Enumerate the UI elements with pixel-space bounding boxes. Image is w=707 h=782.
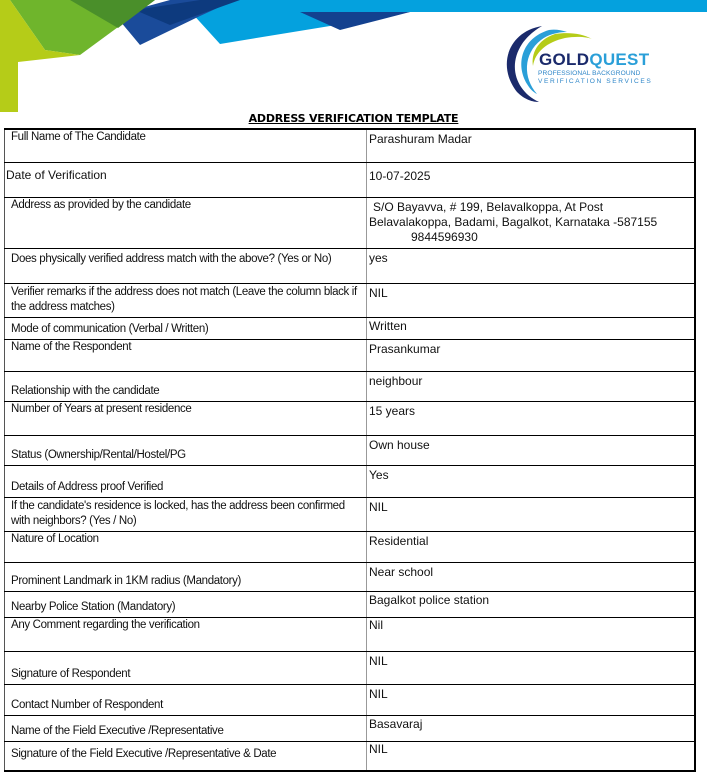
verifier-remarks-value: NIL	[367, 283, 696, 317]
table-row	[5, 591, 696, 617]
field-label: Date of Verification	[5, 162, 367, 197]
respondent-name-value: Prasankumar	[367, 339, 696, 371]
field-label: Relationship with the candidate	[5, 371, 367, 401]
address-proof-verified-value: Yes	[367, 465, 696, 497]
address-match-value: yes	[367, 248, 696, 283]
table-row	[5, 339, 696, 371]
logo-wordmark	[539, 50, 649, 70]
ownership-status-value: Own house	[367, 435, 696, 465]
table-row	[5, 283, 696, 317]
candidate-address-value	[367, 197, 696, 248]
years-at-residence-value: 15 years	[367, 401, 696, 435]
field-label: Address as provided by the candidate	[5, 197, 367, 248]
respondent-signature-value: NIL	[367, 651, 696, 684]
verification-comment-value: Nil	[367, 617, 696, 651]
field-executive-signature-value: NIL	[367, 741, 696, 771]
field-label: Number of Years at present residence	[5, 401, 367, 435]
field-label: Status (Ownership/Rental/Hostel/PG	[5, 435, 367, 465]
table-row	[5, 497, 696, 531]
logo-tagline-line2: VERIFICATION SERVICES	[538, 78, 653, 85]
landmark-value: Near school	[367, 562, 696, 591]
logo-tagline-line1: PROFESSIONAL BACKGROUND	[538, 70, 641, 77]
address-line-2: Belavalakoppa, Badami, Bagalkot, Karnataka -587155	[369, 214, 658, 229]
table-row	[5, 715, 696, 741]
goldquest-logo	[497, 22, 687, 104]
respondent-contact-value: NIL	[367, 684, 696, 715]
field-label: Details of Address proof Verified	[5, 465, 367, 497]
table-row	[5, 741, 696, 771]
field-label: Verifier remarks if the address does not match (Leave the column black if the address matches)	[5, 283, 367, 317]
table-row	[5, 435, 696, 465]
field-label: Name of the Field Executive /Representative	[5, 715, 367, 741]
field-label: Nature of Location	[5, 531, 367, 562]
table-row	[5, 684, 696, 715]
candidate-name-value: Parashuram Madar	[367, 129, 696, 162]
table-row	[5, 129, 696, 162]
field-label: Contact Number of Respondent	[5, 684, 367, 715]
table-row	[5, 651, 696, 684]
field-label: Mode of communication (Verbal / Written)	[5, 317, 367, 339]
logo-word-gold: GOLD	[539, 50, 590, 69]
mode-of-communication-value: Written	[367, 317, 696, 339]
neighbor-confirmation-value: NIL	[367, 497, 696, 531]
table-row	[5, 317, 696, 339]
table-row	[5, 162, 696, 197]
table-row	[5, 617, 696, 651]
table-row	[5, 562, 696, 591]
field-label: Prominent Landmark in 1KM radius (Mandatory)	[5, 562, 367, 591]
field-executive-name-value: Basavaraj	[367, 715, 696, 741]
table-row	[5, 197, 696, 248]
verification-date-value: 10-07-2025	[367, 162, 696, 197]
address-verification-table	[4, 128, 696, 772]
field-label: Full Name of The Candidate	[5, 129, 367, 162]
table-row	[5, 465, 696, 497]
document-title: ADDRESS VERIFICATION TEMPLATE	[248, 112, 459, 125]
relationship-value: neighbour	[367, 371, 696, 401]
table-row	[5, 371, 696, 401]
field-label: Any Comment regarding the verification	[5, 617, 367, 651]
field-label: If the candidate's residence is locked, has the address been confirmed with neighbors? (Yes / No)	[5, 497, 367, 531]
address-phone: 9844596930	[411, 229, 478, 244]
police-station-value: Bagalkot police station	[367, 591, 696, 617]
field-label: Does physically verified address match with the above? (Yes or No)	[5, 248, 367, 283]
nature-of-location-value: Residential	[367, 531, 696, 562]
table-row	[5, 248, 696, 283]
table-row	[5, 531, 696, 562]
field-label: Name of the Respondent	[5, 339, 367, 371]
field-label: Signature of the Field Executive /Representative & Date	[5, 741, 367, 771]
table-row	[5, 401, 696, 435]
field-label: Nearby Police Station (Mandatory)	[5, 591, 367, 617]
logo-word-quest: QUEST	[589, 50, 650, 69]
address-line-1: S/O Bayavva, # 199, Belavalkoppa, At Post	[373, 199, 604, 214]
field-label: Signature of Respondent	[5, 651, 367, 684]
